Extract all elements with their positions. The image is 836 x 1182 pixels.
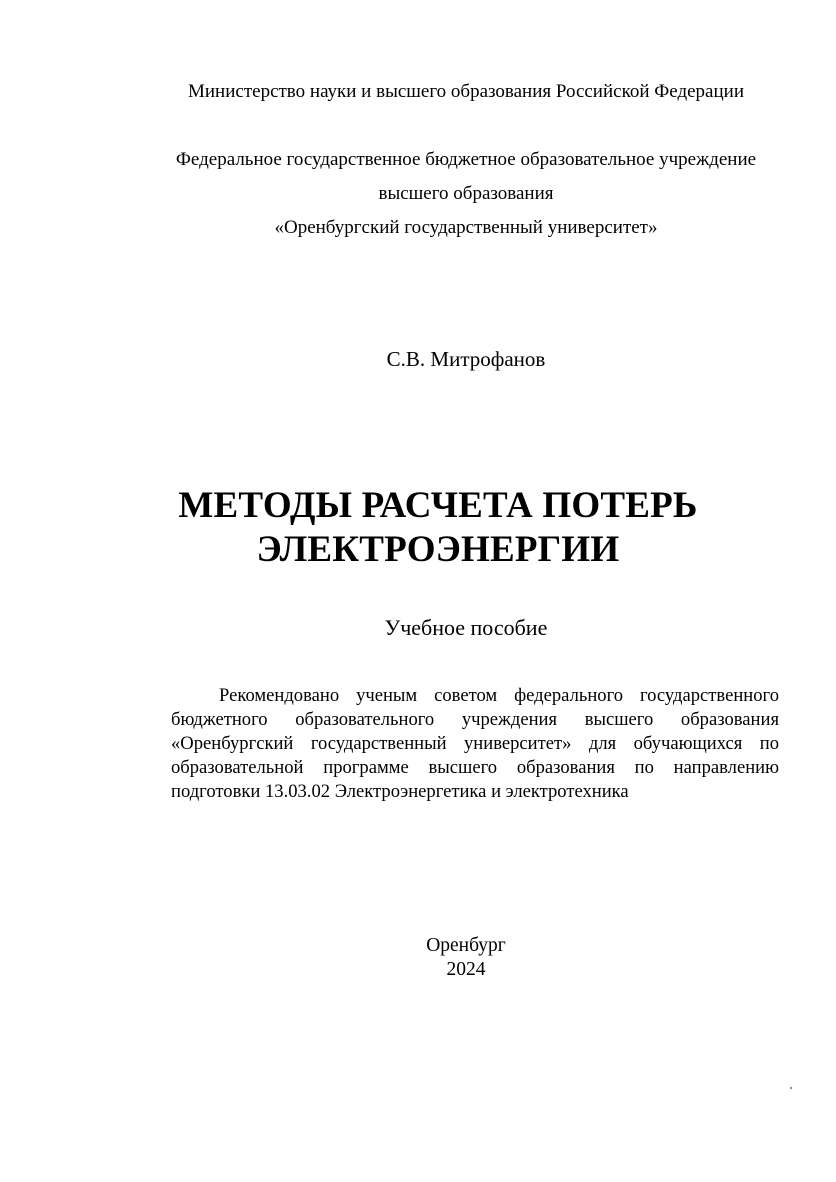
- document-title-line-2: ЭЛЕКТРОЭНЕРГИИ: [256, 529, 620, 570]
- document-title-line-1: МЕТОДЫ РАСЧЕТА ПОТЕРЬ: [178, 485, 698, 526]
- author-name: С.В. Митрофанов: [386, 347, 546, 371]
- institution-line-3: «Оренбургский государственный университет»: [274, 217, 658, 238]
- document-subtitle: Учебное пособие: [384, 615, 548, 640]
- scan-speck: [790, 1087, 792, 1089]
- institution-line-2: высшего образования: [378, 183, 554, 204]
- document-title: [0, 484, 836, 572]
- publication-year: 2024: [446, 959, 486, 980]
- ministry-name: Министерство науки и высшего образования Российской Федерации: [188, 81, 744, 102]
- publication-city: Оренбург: [426, 935, 506, 956]
- institution-line-1: Федеральное государственное бюджетное образовательное учреждение: [175, 149, 757, 170]
- recommendation-paragraph: Рекомендовано ученым советом федерального государственного бюджетного образовательного учреждения высшего образования «Оренбургский государственный университет» для обучающихся по образовательной программе высшего образования по направлению подготовки 13.03.02 Электроэнергетика и электротехника: [171, 685, 779, 802]
